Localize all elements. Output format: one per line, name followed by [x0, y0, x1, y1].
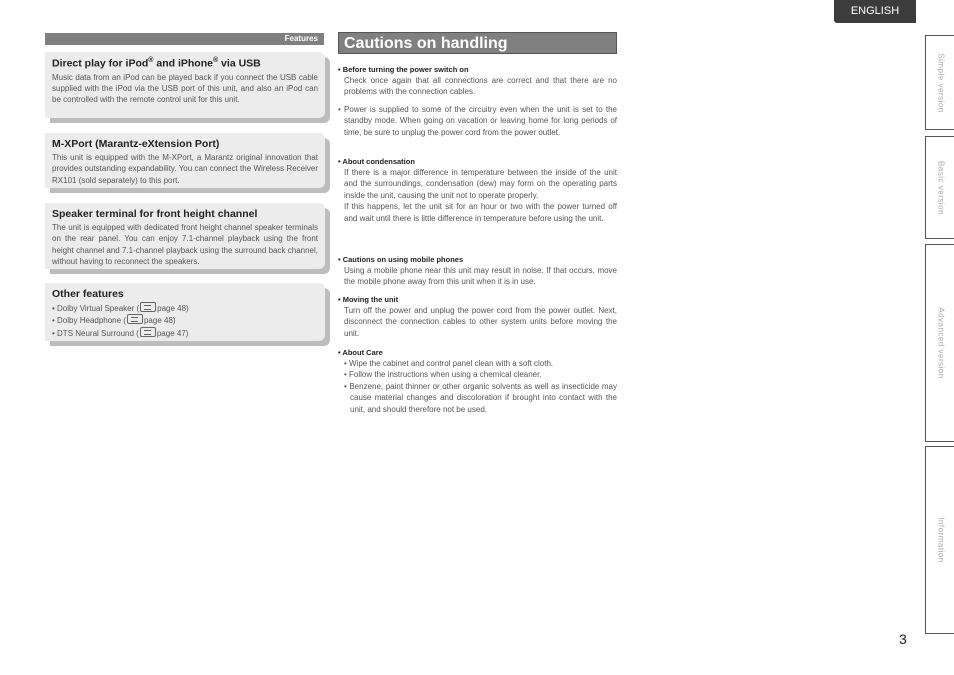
feature-text: The unit is equipped with dedicated front height channel speaker terminals on the rear panel. You can enjoy 7.1-channel playback using the front height channel and 7.1-channel playback using the surround back channel, without having to reconnect the speakers.: [52, 223, 318, 267]
caution-heading: • Before turning the power switch on: [338, 65, 469, 74]
caution-moving: [338, 294, 617, 339]
caution-heading: • About Care: [338, 348, 383, 357]
side-tab-label: Information: [936, 517, 945, 563]
list-item: • DTS Neural Surround ( page 47): [52, 328, 189, 338]
caution-text: Check once again that all connections are correct and that there are no problems with the connection cables.: [344, 76, 617, 97]
caution-text: Using a mobile phone near this unit may result in noise. If that occurs, move the mobile phone away from this unit when it is in use.: [344, 266, 617, 287]
feature-box-mxport: [45, 133, 325, 188]
caution-heading: • Cautions on using mobile phones: [338, 255, 464, 264]
feature-title: M-XPort (Marantz-eXtension Port): [52, 138, 220, 150]
feature-title: Speaker terminal for front height channel: [52, 208, 258, 220]
caution-text: Turn off the power and unplug the power cord from the power outlet. Next, disconnect the connection cables to other system units before moving the unit.: [344, 306, 617, 338]
side-tab-advanced-version[interactable]: [925, 244, 954, 442]
feature-title: Direct play for iPod® and iPhone® via USB: [52, 57, 261, 70]
features-section-label: Features: [45, 33, 324, 45]
caution-mobile-phones: [338, 254, 617, 288]
caution-heading: • Moving the unit: [338, 295, 399, 304]
feature-box-front-height: [45, 203, 325, 269]
caution-heading: • About condensation: [338, 157, 415, 166]
caution-text: If this happens, let the unit sit for an hour or two with the power turned off and wait until there is little difference in temperature before using the unit.: [344, 202, 617, 223]
feature-title: Other features: [52, 288, 124, 300]
language-tab[interactable]: ENGLISH: [834, 0, 916, 23]
cautions-title: Cautions on handling: [338, 32, 617, 54]
list-item: • Follow the instructions when using a chemical cleaner.: [344, 370, 542, 380]
feature-box-ipod: [45, 52, 325, 118]
side-tab-label: Simple version: [936, 52, 945, 113]
list-item: • Dolby Virtual Speaker ( page 48): [52, 304, 189, 313]
page-reference-icon: [127, 314, 143, 324]
caution-care: [338, 347, 617, 415]
caution-text: • Power is supplied to some of the circuitry even when the unit is set to the standby mode. When going on vacation or leaving home for long periods of time, be sure to unplug the power cord from the power outlet.: [338, 105, 617, 137]
care-list: [338, 358, 617, 415]
page-number: 3: [899, 631, 907, 647]
list-item: • Benzene, paint thinner or other organic solvents as well as insecticide may cause material changes and discoloration if brought into contact with the unit, and should therefore not be used.: [344, 381, 617, 414]
list-item: • Dolby Headphone ( page 48): [52, 316, 176, 326]
side-tab-label: Advanced version: [936, 307, 945, 379]
feature-text: This unit is equipped with the M-XPort, a Marantz original innovation that provides outstanding expandability. You can connect the Wireless Receiver RX101 (sold separately) to this port.: [52, 153, 318, 185]
other-features-list: [52, 302, 318, 339]
side-tab-information[interactable]: [925, 446, 954, 634]
feature-text: Music data from an iPod can be played back if you connect the USB cable supplied with the iPod via the USB port of this unit, and also an iPod can be controlled with the remote control unit for this unit.: [52, 72, 318, 105]
feature-box-other: [45, 283, 325, 341]
side-tab-basic-version[interactable]: [925, 136, 954, 239]
side-tab-label: Basic version: [936, 160, 945, 215]
caution-text: If there is a major difference in temperature between the inside of the unit and the surroundings, condensation (dew) may form on the operating parts inside the unit, causing the unit not to operate properly.: [344, 168, 617, 200]
caution-standby-power: [338, 104, 617, 138]
side-tab-simple-version[interactable]: [925, 35, 954, 130]
page-reference-icon: [140, 327, 156, 337]
caution-power-switch: [338, 64, 617, 98]
page-reference-icon: [140, 302, 156, 312]
caution-condensation: [338, 156, 617, 224]
list-item: • Wipe the cabinet and control panel clean with a soft cloth.: [344, 359, 554, 368]
